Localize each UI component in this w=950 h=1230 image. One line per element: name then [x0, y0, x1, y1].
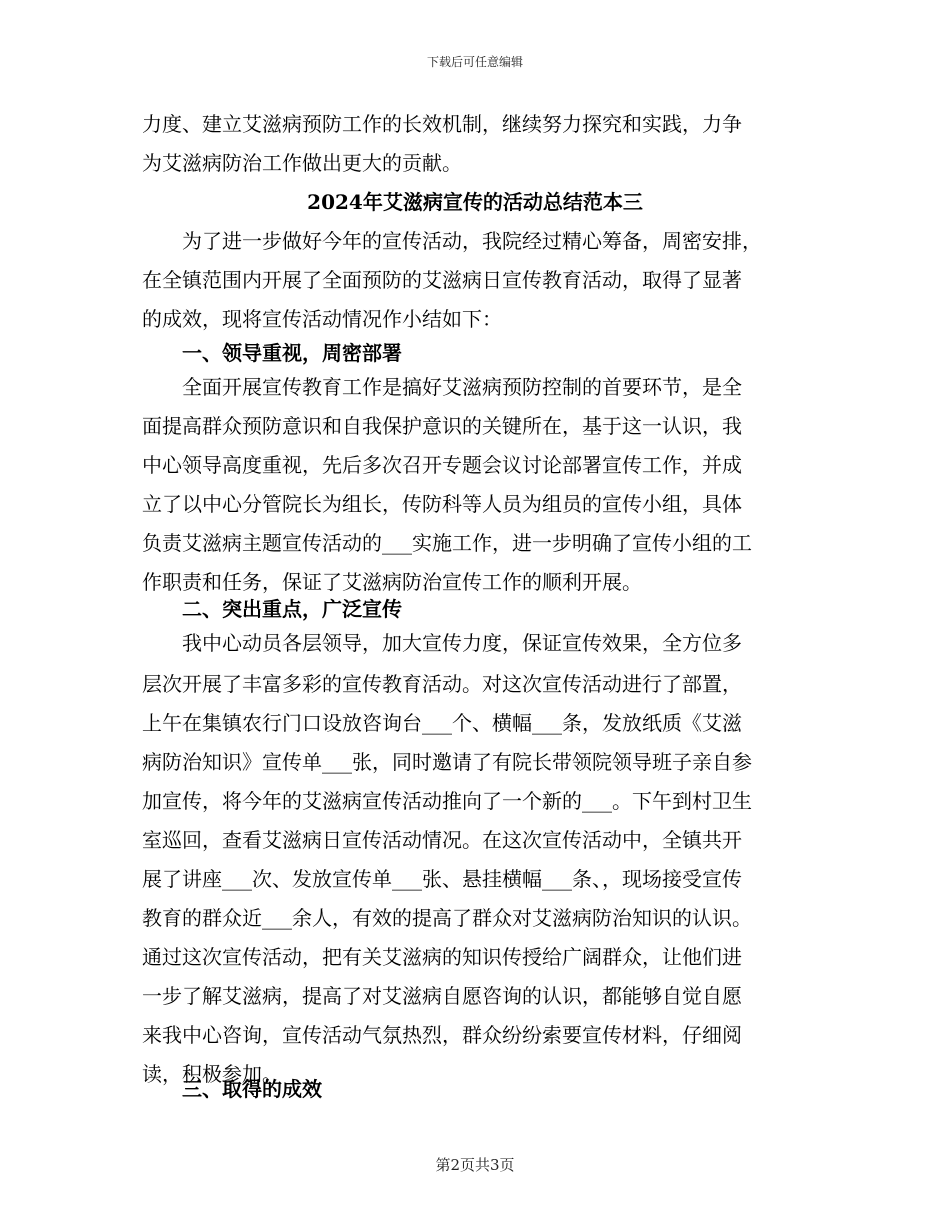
- heading-1: 一、领导重视，周密部署: [182, 341, 402, 365]
- paragraph-line: 读，积极参加。: [142, 1062, 282, 1086]
- section-title: 2024年艾滋病宣传的活动总结范本三: [307, 190, 643, 214]
- paragraph-line: 负责艾滋病主题宣传活动的___实施工作，进一步明确了宣传小组的工: [142, 531, 752, 555]
- paragraph-line: 一步了解艾滋病，提高了对艾滋病自愿咨询的认识，都能够自觉自愿: [142, 984, 742, 1008]
- paragraph-line: 的成效，现将宣传活动情况作小结如下：: [142, 307, 502, 331]
- heading-3: 三、取得的成效: [182, 1077, 322, 1101]
- paragraph-line: 上午在集镇农行门口设放咨询台___个、横幅___条，发放纸质《艾滋: [142, 711, 742, 735]
- paragraph-line: 加宣传，将今年的艾滋病宣传活动推向了一个新的___。下午到村卫生: [142, 789, 752, 813]
- paragraph-line: 来我中心咨询，宣传活动气氛热烈，群众纷纷索要宣传材料，仔细阅: [142, 1023, 742, 1047]
- paragraph-line: 全面开展宣传教育工作是搞好艾滋病预防控制的首要环节，是全: [182, 375, 742, 399]
- page-footer: 第2页共3页: [435, 1156, 515, 1174]
- paragraph-line: 我中心动员各层领导，加大宣传力度，保证宣传效果，全方位多: [182, 631, 742, 655]
- paragraph-line: 室巡回，查看艾滋病日宣传活动情况。在这次宣传活动中，全镇共开: [142, 828, 742, 852]
- paragraph-line: 为了进一步做好今年的宣传活动，我院经过精心筹备，周密安排，: [182, 229, 762, 253]
- paragraph-line: 面提高群众预防意识和自我保护意识的关键所在，基于这一认识，我: [142, 414, 742, 438]
- paragraph-line: 力度、建立艾滋病预防工作的长效机制，继续努力探究和实践，力争: [142, 112, 742, 136]
- paragraph-line: 通过这次宣传活动，把有关艾滋病的知识传授给广阔群众，让他们进: [142, 945, 742, 969]
- page-header: 下载后可任意编辑: [426, 55, 523, 69]
- paragraph-line: 在全镇范围内开展了全面预防的艾滋病日宣传教育活动，取得了显著: [142, 268, 742, 292]
- paragraph-line: 作职责和任务，保证了艾滋病防治宣传工作的顺利开展。: [142, 570, 642, 594]
- paragraph-line: 立了以中心分管院长为组长，传防科等人员为组员的宣传小组，具体: [142, 492, 742, 516]
- paragraph-line: 层次开展了丰富多彩的宣传教育活动。对这次宣传活动进行了部置，: [142, 672, 742, 696]
- paragraph-line: 教育的群众近___余人，有效的提高了群众对艾滋病防治知识的认识。: [142, 906, 752, 930]
- paragraph-line: 展了讲座___次、发放宣传单___张、悬挂横幅___条、，现场接受宣传: [142, 867, 742, 891]
- paragraph-line: 中心领导高度重视，先后多次召开专题会议讨论部署宣传工作，并成: [142, 453, 742, 477]
- paragraph-line: 为艾滋病防治工作做出更大的贡献。: [142, 151, 462, 175]
- heading-2: 二、突出重点，广泛宣传: [182, 597, 402, 621]
- paragraph-line: 病防治知识》宣传单___张，同时邀请了有院长带领院领导班子亲自参: [142, 750, 752, 774]
